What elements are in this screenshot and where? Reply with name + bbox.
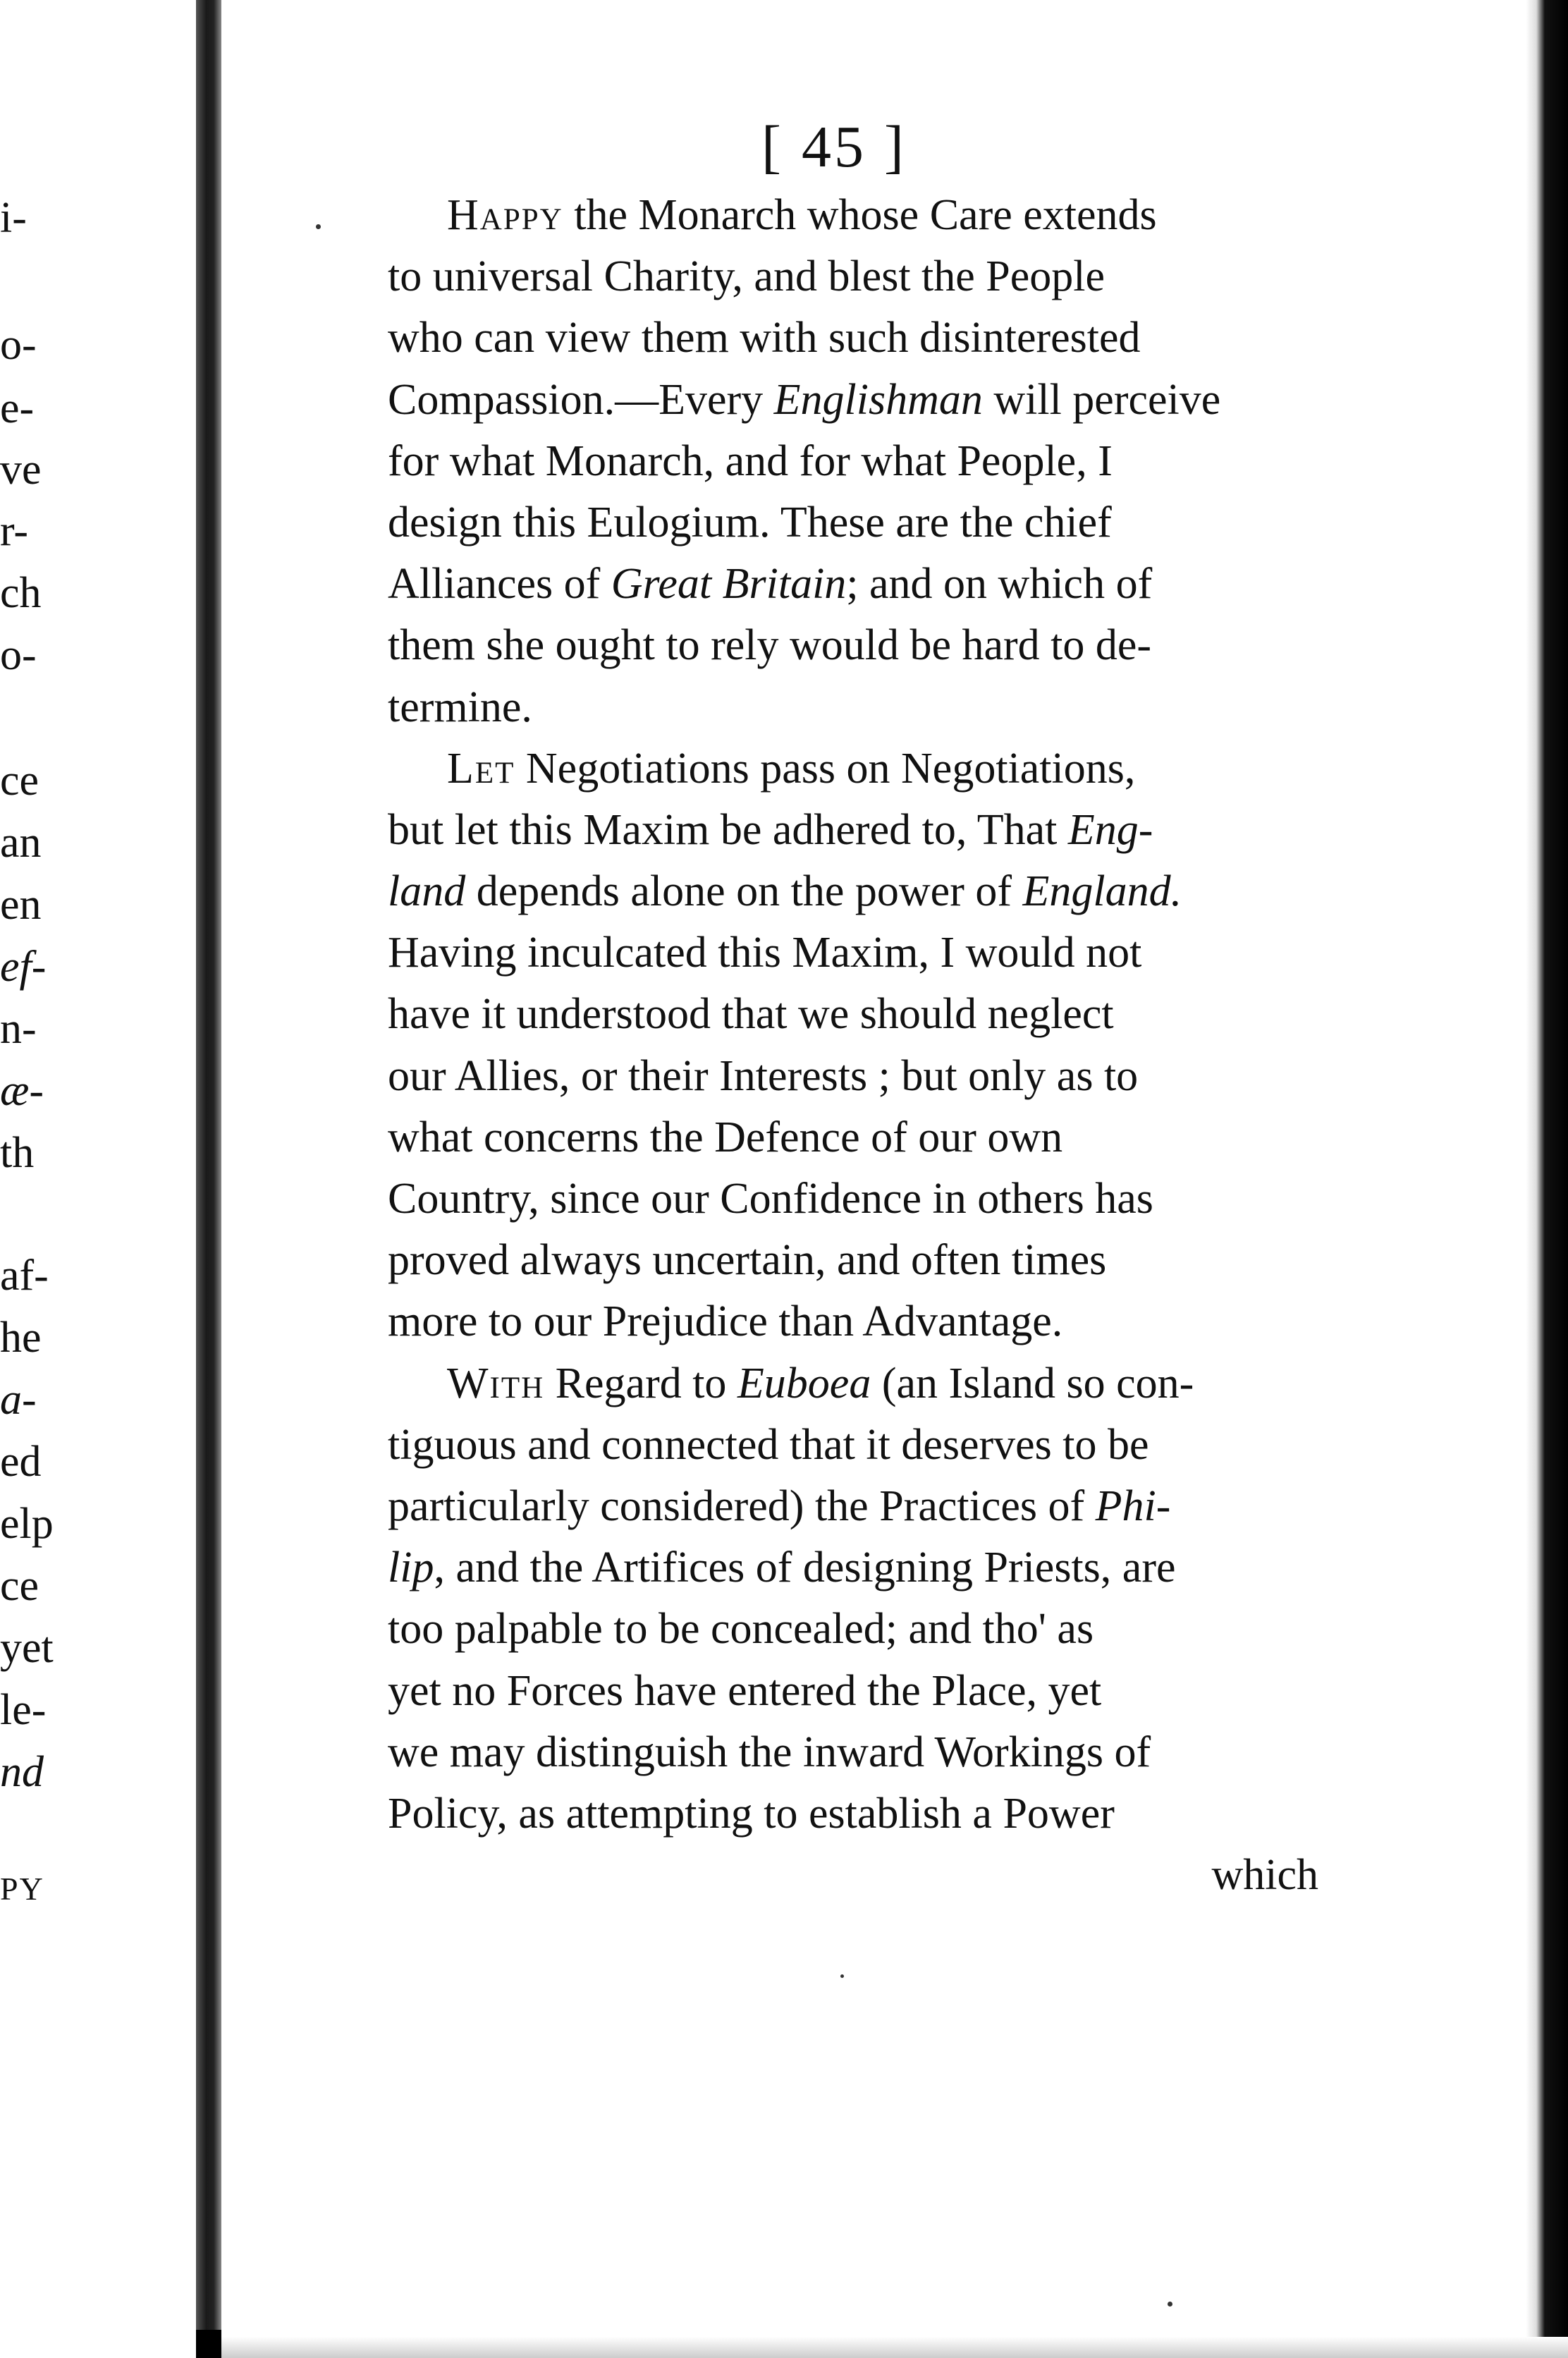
previous-page-fragment: ed	[0, 1438, 42, 1486]
text-line: who can view them with such disinterested	[388, 314, 1141, 362]
previous-page-fragment: en	[0, 881, 42, 929]
italic-word: Phi-	[1095, 1482, 1171, 1530]
previous-page-fragment: o-	[0, 631, 37, 679]
text-line: have it understood that we should neglect	[388, 990, 1114, 1039]
text-line: but let this Maxim be adhered to, That Eng-	[388, 805, 1153, 854]
previous-page-fragment: o-	[0, 321, 37, 369]
page-edge-bottom	[221, 2337, 1568, 2358]
previous-page-fragment: yet	[0, 1624, 54, 1672]
paragraph	[388, 185, 1318, 738]
previous-page-text	[0, 0, 196, 2358]
text-line: particularly considered) the Practices of Phi-	[388, 1482, 1171, 1530]
small-caps-word: Let	[447, 744, 515, 793]
previous-page-fragment: ve	[0, 446, 42, 494]
text-line: termine.	[388, 683, 532, 731]
paragraph	[388, 738, 1318, 1353]
previous-page-fragment: ch	[0, 569, 42, 617]
ink-speck	[316, 224, 321, 229]
italic-word: Eng-	[1067, 805, 1153, 854]
text-line: we may distinguish the inward Workings of	[388, 1728, 1151, 1776]
text-line: too palpable to be concealed; and tho' as	[388, 1605, 1094, 1654]
text-line: what concerns the Defence of our own	[388, 1113, 1063, 1161]
previous-page-fragment: r-	[0, 507, 29, 555]
previous-page-fragment: PY	[0, 1871, 44, 1907]
text-line: design this Eulogium. These are the chief	[388, 498, 1112, 546]
italic-word: lip	[388, 1544, 434, 1592]
paragraph	[388, 1353, 1318, 1845]
small-caps-word: With	[447, 1359, 545, 1407]
ink-speck	[1168, 2302, 1172, 2307]
previous-page-fragment: ce	[0, 757, 39, 805]
catchword: which	[1211, 1851, 1318, 1900]
ink-speck	[840, 1974, 844, 1978]
text-line: Let Negotiations pass on Negotiations,	[447, 744, 1136, 793]
previous-page-fragment: ce	[0, 1562, 39, 1610]
book-gutter	[196, 0, 221, 2358]
previous-page-fragment: ef-	[0, 943, 47, 991]
previous-page-fragment: i-	[0, 194, 27, 242]
small-caps-word: Happy	[447, 191, 563, 239]
text-line: tiguous and connected that it deserves to be	[388, 1420, 1149, 1469]
text-line: our Allies, or their Interests ; but only as to	[388, 1051, 1139, 1100]
text-line: Alliances of Great Britain; and on which of	[388, 560, 1153, 609]
book-gutter-shadow	[196, 2330, 221, 2358]
previous-page-fragment: elp	[0, 1500, 54, 1548]
previous-page-fragment: an	[0, 819, 42, 867]
italic-word: England.	[1022, 867, 1182, 916]
italic-word: Euboea	[737, 1359, 871, 1407]
text-line: them she ought to rely would be hard to de-	[388, 621, 1152, 670]
italic-word: land	[388, 867, 466, 916]
previous-page-fragment: e-	[0, 384, 35, 432]
text-line: Country, since our Confidence in others has	[388, 1175, 1153, 1223]
previous-page-fragment: he	[0, 1314, 42, 1362]
text-line: lip, and the Artifices of designing Priests, are	[388, 1544, 1176, 1592]
text-line: Having inculcated this Maxim, I would not	[388, 929, 1142, 977]
previous-page-fragment: nd	[0, 1748, 44, 1796]
italic-word: Great Britain	[611, 560, 847, 609]
previous-page-fragment: a-	[0, 1376, 37, 1424]
previous-page-fragment: n-	[0, 1005, 37, 1053]
previous-page-fragment: th	[0, 1129, 35, 1177]
previous-page-fragment: af-	[0, 1252, 49, 1300]
text-line: Happy the Monarch whose Care extends	[447, 191, 1157, 239]
page-body	[388, 185, 1318, 1906]
text-line: Compassion.—Every Englishman will perceive	[388, 375, 1221, 424]
page-number: [ 45 ]	[761, 114, 907, 180]
italic-word: Englishman	[773, 375, 983, 424]
text-line: yet no Forces have entered the Place, yet	[388, 1666, 1102, 1715]
text-line: more to our Prejudice than Advantage.	[388, 1297, 1063, 1346]
text-line: land depends alone on the power of England.	[388, 867, 1182, 916]
text-line: for what Monarch, and for what People, I	[388, 436, 1113, 485]
previous-page-fragment: æ-	[0, 1067, 44, 1115]
text-line: With Regard to Euboea (an Island so con-	[447, 1359, 1194, 1407]
page-edge-right	[1526, 0, 1568, 2358]
text-line: proved always uncertain, and often times	[388, 1236, 1107, 1285]
previous-page-fragment: le-	[0, 1686, 47, 1734]
text-line: to universal Charity, and blest the People	[388, 252, 1105, 301]
text-line: Policy, as attempting to establish a Power	[388, 1789, 1115, 1838]
